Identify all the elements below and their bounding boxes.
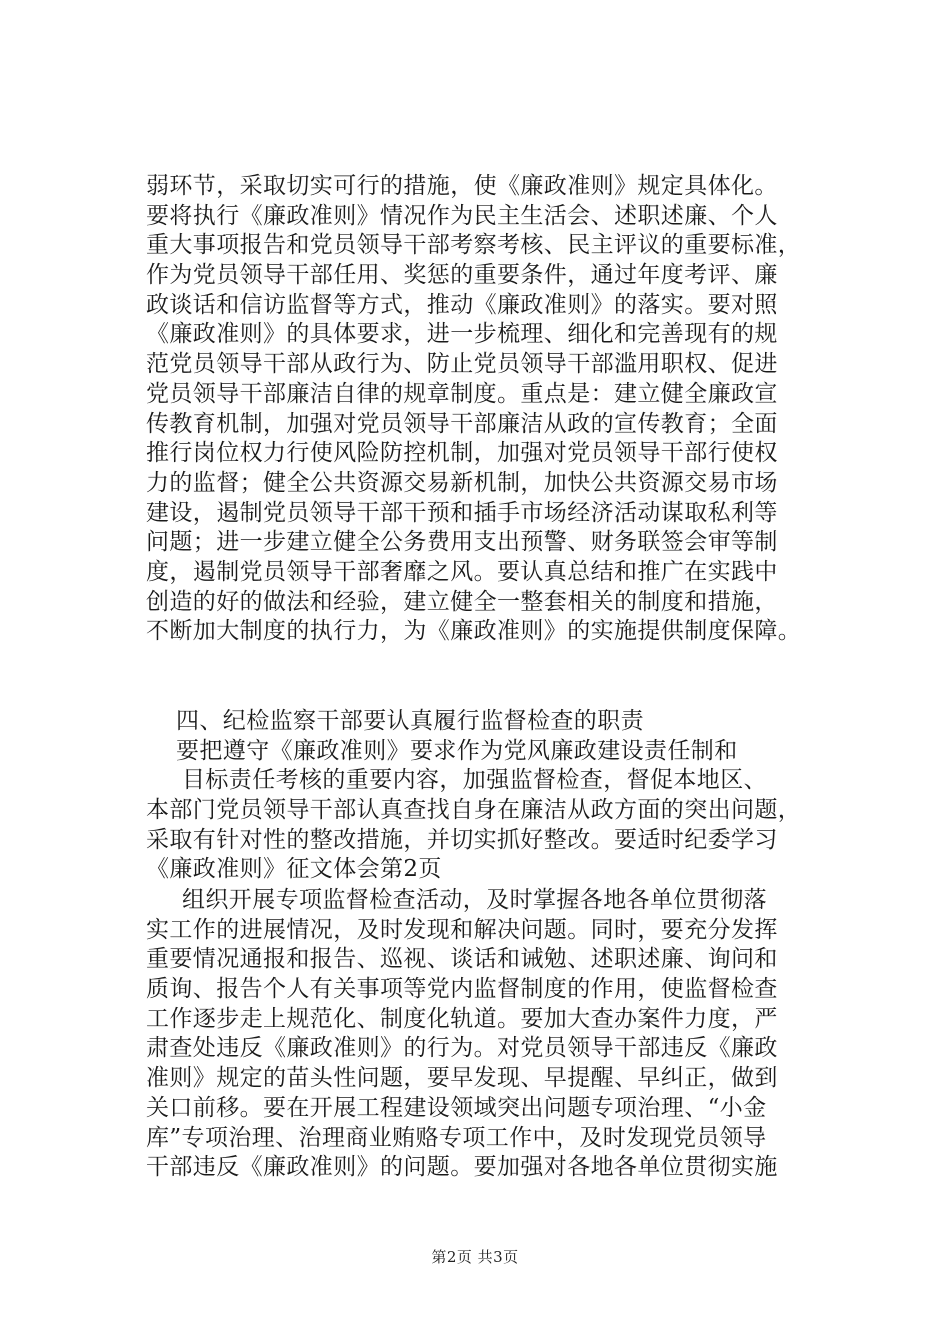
text-line: 本部门党员领导干部认真查找自身在廉洁从政方面的突出问题， [146,797,802,824]
text-line: 《廉政准则》征文体会第2页 [146,856,442,883]
paragraph-block-3 [146,886,836,1183]
text-line: 工作逐步走上规范化、制度化轨道。要加大查办案件力度，严 [146,1005,778,1032]
text-line: 范党员领导干部从政行为、防止党员领导干部滥用职权、促进 [146,351,778,378]
paragraph-block-1 [146,172,836,647]
page-footer: 第2页 共3页 [431,1248,519,1266]
text-line: 政谈话和信访监督等方式，推动《廉政准则》的落实。要对照 [146,291,778,318]
text-line: 要将执行《廉政准则》情况作为民主生活会、述职述廉、个人 [146,202,778,229]
text-line: 作为党员领导干部任用、奖惩的重要条件，通过年度考评、廉 [146,262,778,289]
text-line: 弱环节，采取切实可行的措施，使《廉政准则》规定具体化。 [146,173,778,199]
text-line: 创造的好的做法和经验，建立健全一整套相关的制度和措施， [146,588,778,615]
text-line: 党员领导干部廉洁自律的规章制度。重点是：建立健全廉政宣 [146,380,778,407]
text-line: 目标责任考核的重要内容，加强监督检查，督促本地区、 [182,767,767,794]
text-line: 采取有针对性的整改措施，并切实抓好整改。要适时纪委学习 [146,826,778,853]
text-line: 《廉政准则》的具体要求，进一步梳理、细化和完善现有的规 [146,321,778,348]
text-line: 传教育机制，加强对党员领导干部廉洁从政的宣传教育；全面 [146,410,778,437]
text-line: 力的监督；健全公共资源交易新机制，加快公共资源交易市场 [146,469,778,496]
text-line: 组织开展专项监督检查活动，及时掌握各地各单位贯彻落 [182,887,767,913]
section-heading: 四、纪检监察干部要认真履行监督检查的职责 [176,708,644,734]
text-line: 重大事项报告和党员领导干部考察考核、民主评议的重要标准， [146,232,802,259]
text-line: 肃查处违反《廉政准则》的行为。对党员领导干部违反《廉政 [146,1035,778,1062]
text-line: 质询、报告个人有关事项等党内监督制度的作用，使监督检查 [146,976,778,1003]
text-line: 要把遵守《廉政准则》要求作为党风廉政建设责任制和 [176,737,738,764]
text-line: 问题；进一步建立健全公务费用支出预警、财务联签会审等制 [146,529,778,556]
text-line: 干部违反《廉政准则》的问题。要加强对各地各单位贯彻实施 [146,1154,778,1181]
text-line: 库”专项治理、治理商业贿赂专项工作中，及时发现党员领导 [146,1124,767,1151]
text-line: 实工作的进展情况，及时发现和解决问题。同时，要充分发挥 [146,916,778,943]
text-line: 关口前移。要在开展工程建设领域突出问题专项治理、“小金 [146,1094,767,1121]
paragraph-block-2 [146,707,836,885]
text-line: 准则》规定的苗头性问题，要早发现、早提醒、早纠正，做到 [146,1065,778,1092]
text-line: 重要情况通报和报告、巡视、谈话和诫勉、述职述廉、询问和 [146,946,778,973]
text-line: 不断加大制度的执行力，为《廉政准则》的实施提供制度保障。 [146,618,802,645]
text-line: 度，遏制党员领导干部奢靡之风。要认真总结和推广在实践中 [146,558,778,585]
text-line: 建设，遏制党员领导干部干预和插手市场经济活动谋取私利等 [146,499,778,526]
text-line: 推行岗位权力行使风险防控机制，加强对党员领导干部行使权 [146,440,778,467]
